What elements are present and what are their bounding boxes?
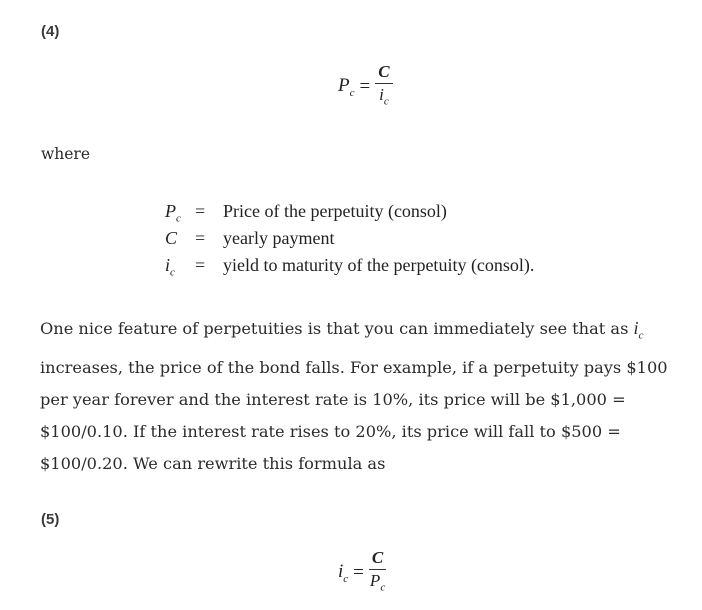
definition-row [165,255,534,282]
equation-4 [338,62,393,111]
definitions-list [165,201,534,282]
inline-symbol-ic: $i_c$ [633,318,644,342]
definition-equals: = [195,255,206,275]
eq5-equals: = [353,561,364,583]
paragraph-text-1: One nice feature of perpetuities is that you can immediately see that as [40,319,634,338]
definition-text: yearly payment [223,228,335,248]
definition-equals: = [195,201,206,221]
paragraph-text-2: increases, the price of the bond falls. For example, if a perpetuity pays $100 per year forever and the interest rate is 10%, its price will be $1,000 = $100/0.10. If the interest rate rises to 20%, its price will fall to $500 = $100/0.20. We can rewrite this formula as [40,357,668,473]
equation-5 [338,548,386,597]
where-label: where [41,145,91,163]
body-paragraph [40,312,680,480]
eq4-lhs: $P_c$ [338,74,355,99]
equation-number-5: (5) [41,511,60,528]
definition-row [165,201,534,228]
definition-row [165,228,534,255]
eq4-equals: = [359,75,371,97]
definition-text: yield to maturity of the perpetuity (consol). [223,255,535,275]
definition-symbol: $P_c$ [165,201,181,225]
eq4-numerator: C [375,62,392,84]
equation-number-4: (4) [41,23,60,40]
eq5-lhs: $i_c$ [338,560,349,585]
definition-symbol: C [165,228,178,248]
definition-equals: = [195,228,206,248]
eq4-fraction [375,62,392,111]
eq5-numerator: C [369,548,386,570]
eq5-denominator: $P_c$ [369,571,386,594]
eq4-denominator: $i_c$ [379,85,389,108]
definition-symbol: $i_c$ [165,255,175,279]
eq5-fraction [369,548,386,597]
definition-text: Price of the perpetuity (consol) [223,201,447,221]
